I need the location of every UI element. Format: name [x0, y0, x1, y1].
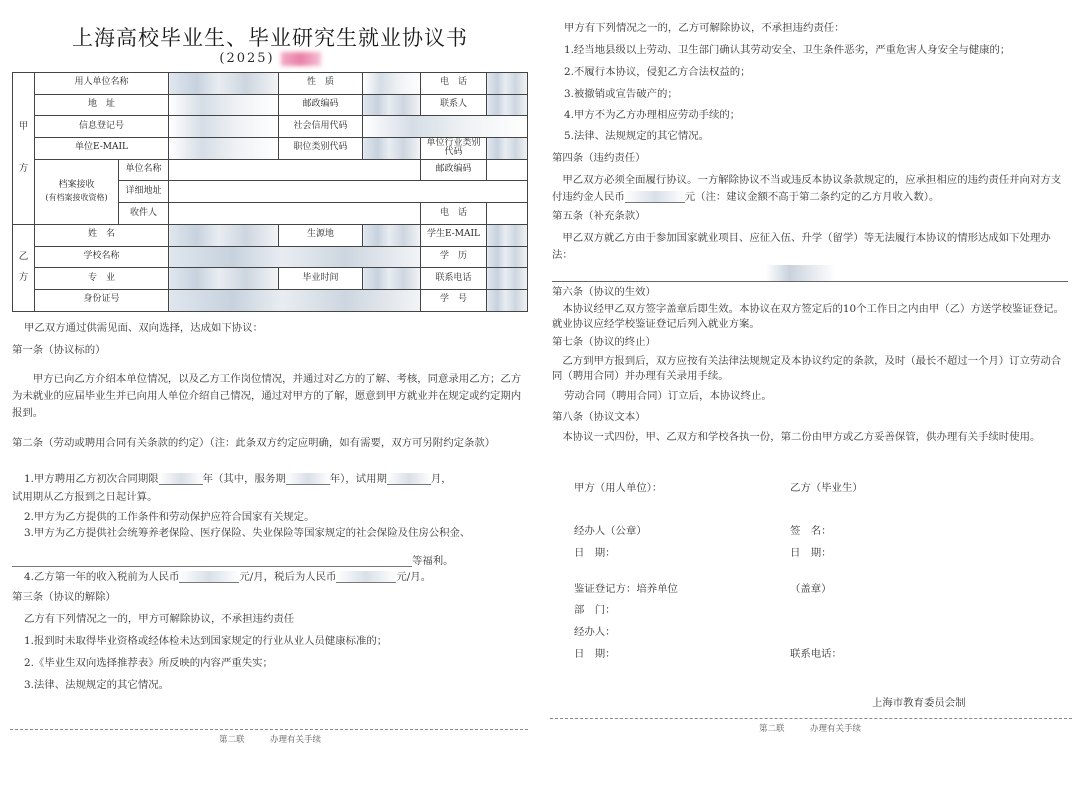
contact-label: 联系人 — [421, 94, 487, 116]
industry-code-label: 单位行业类别代码 — [421, 138, 487, 160]
article-5-body: 甲乙双方就乙方由于参加国家就业项目、应征入伍、升学（留学）等无法履行本协议的情形达成如下处理办法： — [552, 232, 1051, 261]
article-2-item-4: 4.乙方第一年的收入税前为人民币 元/月，税后为人民币 元/月。 — [24, 571, 432, 583]
document-title: 上海高校毕业生、毕业研究生就业协议书 — [72, 26, 468, 50]
article-3-item-2: 2.《毕业生双向选择推荐表》所反映的内容严重失实； — [24, 657, 273, 669]
archive-phone-value — [487, 203, 528, 225]
party-b-termination-2: 2.不履行本协议，侵犯乙方合法权益的； — [564, 66, 751, 78]
penalty-amount-blank — [625, 191, 685, 203]
article-3-title: 第三条（协议的解除） — [12, 591, 116, 603]
archive-receiver-value — [169, 203, 421, 225]
intro-text: 甲乙双方通过供需见面、双向选择，达成如下协议： — [24, 322, 263, 334]
id-no-label: 身份证号 — [35, 289, 169, 311]
archive-unit-label: 单位名称 — [119, 159, 169, 181]
job-category-value — [363, 138, 421, 160]
contact-phone-label-right: 联系电话： — [790, 648, 842, 660]
student-no-value — [487, 289, 528, 311]
supplementary-redacted — [766, 262, 836, 281]
article-2-title: 第二条（劳动或聘用合同有关条款的约定）（注：此条双方约定应明确，如有需要，双方可另附约定条款） — [12, 437, 496, 449]
origin-value — [363, 224, 421, 246]
certification-handler-label: 经办人： — [574, 626, 616, 638]
service-term-blank — [286, 473, 330, 485]
origin-label: 生源地 — [279, 224, 363, 246]
info-table — [12, 72, 528, 312]
issuer-text: 上海市教育委员会制 — [872, 697, 966, 709]
archive-receiver-label: 收件人 — [119, 203, 169, 225]
right-cut-line — [550, 718, 1072, 719]
article-4-body: 甲乙双方必须全面履行协议。一方解除协议不当或违反本协议条款规定的，应承担相应的违约责任并向对方支付违约金人民币 元（注：建议金额不高于第二条约定的乙方月收入数）。 — [552, 174, 1062, 203]
article-7-title: 第七条（协议的终止） — [552, 336, 656, 348]
address-label: 地 址 — [35, 94, 169, 116]
major-label: 专 业 — [35, 268, 169, 290]
sign-name-label: 签 名： — [790, 525, 832, 537]
left-footer: 第二联 办理有关手续 — [218, 735, 322, 745]
aftertax-income-blank — [336, 571, 396, 583]
student-email-value — [487, 224, 528, 246]
article-2-item-3-benefits: 等福利。 — [12, 553, 522, 569]
article-1-body: 甲方已向乙方介绍本单位情况，以及乙方工作岗位情况，并通过对乙方的了解、考核，同意录用乙方；乙方为未就业的应届毕业生并已向用人单位介绍自己情况，通过对甲方的了解，愿意到甲方就业并在规定或约定期内报到。 — [12, 373, 522, 419]
handler-seal-label: 经办人（公章） — [574, 525, 647, 537]
contract-term-blank — [159, 473, 203, 485]
article-6-title: 第六条（协议的生效） — [552, 286, 656, 298]
info-reg-value — [169, 116, 279, 138]
department-label: 部 门： — [574, 604, 616, 616]
nature-value — [363, 73, 421, 95]
article-2-item-1: 1.甲方聘用乙方初次合同期限 年（其中，服务期 年），试用期 月， — [24, 473, 452, 485]
probation-blank — [387, 473, 431, 485]
email-label: 单位E-MAIL — [35, 138, 169, 160]
grad-time-label: 毕业时间 — [279, 268, 363, 290]
party-b-label: 乙 方 — [13, 224, 35, 311]
contact-phone-label: 联系电话 — [421, 268, 487, 290]
party-b-termination-3: 3.被撤销或宣告破产的； — [564, 88, 678, 100]
postcode-value — [363, 94, 421, 116]
archive-unit-value — [169, 159, 421, 181]
student-email-label: 学生E-MAIL — [421, 224, 487, 246]
article-4-title: 第四条（违约责任） — [552, 152, 646, 164]
archive-label — [35, 159, 119, 224]
phone-value — [487, 73, 528, 95]
archive-address-label: 详细地址 — [119, 181, 169, 203]
party-a-date-label: 日 期： — [574, 547, 616, 559]
article-3-item-1: 1.报到时未取得毕业资格或经体检未达到国家规定的行业从业人员健康标准的； — [24, 635, 388, 647]
student-name-value — [169, 224, 279, 246]
article-8-body: 本协议一式四份，甲、乙双方和学校各执一份，第二份由甲方或乙方妥善保管，供办理有关手续时使用。 — [562, 431, 1041, 443]
employer-name-value — [169, 73, 279, 95]
redacted-stamp — [281, 52, 321, 66]
school-value — [169, 246, 421, 268]
major-value — [169, 268, 279, 290]
job-category-label: 职位类别代码 — [279, 138, 363, 160]
grad-time-value — [363, 268, 421, 290]
certification-date-label: 日 期： — [574, 648, 616, 660]
benefits-blank — [12, 555, 412, 567]
info-reg-label: 信息登记号 — [35, 116, 169, 138]
pretax-income-blank — [179, 571, 239, 583]
supplementary-blur — [766, 265, 836, 281]
archive-postcode-label: 邮政编码 — [421, 159, 487, 181]
article-3-intro: 乙方有下列情况之一的，甲方可解除协议，不承担违约责任 — [24, 613, 295, 625]
archive-note-text: (有档案接收资格) — [45, 192, 108, 202]
industry-code-value — [487, 138, 528, 160]
student-name-label: 姓 名 — [35, 224, 169, 246]
credit-code-value — [363, 116, 528, 138]
article-2-item-3: 3.甲方为乙方提供社会统筹养老保险、医疗保险、失业保险等国家规定的社会保险及住房公积金、 — [24, 527, 471, 539]
right-footer: 第二联 办理有关手续 — [758, 724, 862, 734]
party-b-termination-1: 1.经当地县级以上劳动、卫生部门确认其劳动安全、卫生条件恶劣，严重危害人身安全与健康的； — [564, 44, 1011, 56]
certification-seal-label: （盖章） — [790, 583, 832, 595]
email-value — [169, 138, 279, 160]
supplementary-line — [552, 281, 1068, 282]
party-b-termination-4: 4.甲方不为乙方办理相应劳动手续的； — [564, 109, 741, 121]
article-7-body: 乙方到甲方报到后，双方应按有关法律法规规定及本协议约定的条款，及时（最长不超过一个月）订立劳动合同（聘用合同）并办理有关录用手续。 — [552, 355, 1062, 382]
certification-label: 鉴证登记方：培养单位 — [574, 583, 678, 595]
education-label: 学 历 — [421, 246, 487, 268]
phone-label: 电 话 — [421, 73, 487, 95]
school-label: 学校名称 — [35, 246, 169, 268]
party-b-date-label: 日 期： — [790, 547, 832, 559]
student-no-label: 学 号 — [421, 289, 487, 311]
contact-phone-value — [487, 268, 528, 290]
party-a-label: 甲 方 — [13, 73, 35, 225]
article-8-title: 第八条（协议文本） — [552, 411, 646, 423]
address-value — [169, 94, 279, 116]
article-3-item-3: 3.法律、法规规定的其它情况。 — [24, 679, 169, 691]
article-1-title: 第一条（协议标的） — [12, 344, 106, 356]
article-6-body: 本协议经甲乙双方签字盖章后即生效。本协议在双方签定后的10个工作日之内由甲（乙）方送学校鉴证登记。就业协议应经学校鉴证登记后列入就业方案。 — [552, 303, 1064, 330]
party-b-signature-label: 乙方（毕业生） — [790, 482, 863, 494]
archive-address-value — [169, 181, 528, 203]
document-year: (2025) — [10, 51, 530, 66]
id-no-value — [169, 289, 421, 311]
employer-name-label: 用人单位名称 — [35, 73, 169, 95]
party-b-termination-5: 5.法律、法规规定的其它情况。 — [564, 130, 709, 142]
archive-recv-text: 档案接收 — [58, 179, 95, 190]
contact-value — [487, 94, 528, 116]
archive-postcode-value — [487, 159, 528, 181]
postcode-label: 邮政编码 — [279, 94, 363, 116]
article-7-body-2: 劳动合同（聘用合同）订立后，本协议终止。 — [564, 390, 772, 402]
archive-phone-label: 电 话 — [421, 203, 487, 225]
party-a-signature-label: 甲方（用人单位）： — [574, 482, 663, 494]
party-b-termination-intro: 甲方有下列情况之一的，乙方可解除协议，不承担违约责任： — [564, 22, 845, 34]
credit-code-label: 社会信用代码 — [279, 116, 363, 138]
article-2-item-1-note: 试用期从乙方报到之日起计算。 — [12, 491, 158, 503]
education-value — [487, 246, 528, 268]
article-2-item-2: 2.甲方为乙方提供的工作条件和劳动保护应符合国家有关规定。 — [24, 511, 315, 523]
nature-label: 性 质 — [279, 73, 363, 95]
article-5-title: 第五条（补充条款） — [552, 210, 646, 222]
left-cut-line — [10, 729, 528, 730]
